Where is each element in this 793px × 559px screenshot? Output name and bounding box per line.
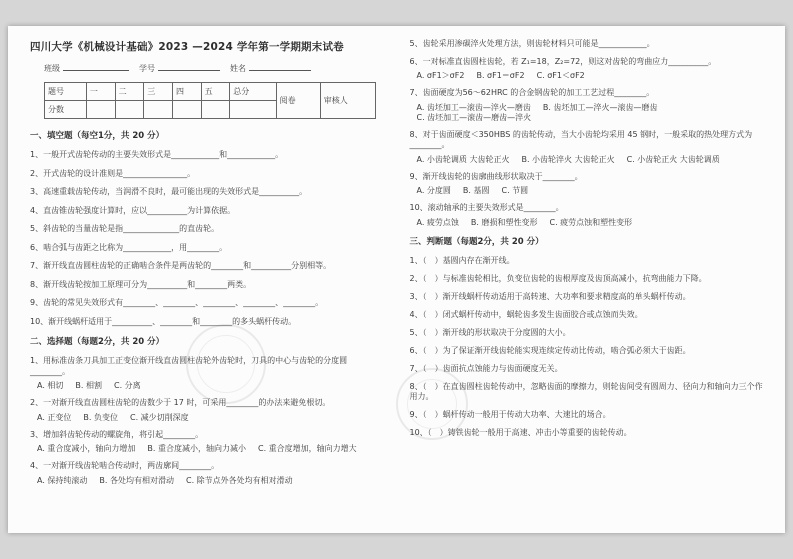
fill-question-4: 4、直齿锥齿轮强度计算时，应以__________为计算依据。	[30, 205, 236, 215]
left-column	[30, 39, 384, 523]
fill-section-heading: 一、填空题（每空1分，共 20 分）	[30, 131, 165, 141]
fill-question-1: 1、一般开式齿轮传动的主要失效形式是____________和____________。	[30, 150, 284, 159]
score-header-4: 四	[172, 83, 201, 101]
fill-question-7: 7、渐开线直齿圆柱齿轮的正确啮合条件是两齿轮的________和__________分别相等。	[30, 261, 332, 270]
student-id-blank	[158, 62, 220, 71]
judge-question-9: 9、（ ）蜗杆传动一般用于传动大功率、大速比的场合。	[409, 410, 611, 419]
score-cell	[144, 101, 173, 119]
fill-question-6: 6、啮合弧与齿距之比称为____________，用________。	[30, 242, 228, 252]
score-header-5: 五	[201, 83, 230, 101]
question-options	[410, 155, 764, 165]
judge-question-2: 2、（ ）与标准齿轮相比，负变位齿轮的齿根厚度及齿顶高减小，抗弯曲能力下降。	[409, 273, 707, 283]
score-cell	[230, 101, 276, 119]
exam-title: 四川大学《机械设计基础》2023 —2024 学年第一学期期末试卷	[30, 41, 344, 53]
option-b: B. 各处均有相对滑动	[99, 475, 174, 485]
option-c: C. 重合度增加，轴向力增大	[258, 444, 357, 453]
option-b: B. 磨损和塑性变形	[470, 217, 538, 227]
option-c: C. 减少切削深度	[130, 412, 189, 422]
option-a: A. 保持纯滚动	[37, 475, 88, 485]
judge-question-3: 3、（ ）渐开线蜗杆传动适用于高转速、大功率和要求精度高的单头蜗杆传动。	[409, 291, 691, 301]
option-b: B. 齿坯加工—淬火—滚齿—磨齿	[542, 102, 658, 112]
score-header-reviewer: 审核人	[320, 83, 375, 119]
option-a: A. 小齿轮调质 大齿轮正火	[416, 154, 510, 164]
choice-question-2	[30, 398, 384, 423]
question-options	[30, 476, 384, 486]
score-cell	[172, 101, 201, 119]
score-cell	[201, 101, 230, 119]
question-text: 10、滚动轴承的主要失效形式是________。	[409, 203, 564, 212]
student-id-label: 学号	[139, 64, 155, 73]
choice-question-3	[30, 430, 384, 455]
fill-question-3: 3、高速重载齿轮传动，当润滑不良时，最可能出现的失效形式是__________。	[30, 187, 308, 196]
choice-question-5	[410, 39, 764, 50]
option-b: B. 基圆	[462, 186, 490, 195]
right-column	[410, 39, 764, 523]
student-info-line	[44, 62, 384, 74]
question-text: 5、齿轮采用渗碳淬火处理方法，则齿轮材料只可能是____________。	[409, 39, 655, 48]
score-cell	[86, 101, 115, 119]
class-blank	[63, 62, 129, 71]
question-text: 3、增加斜齿轮传动的螺旋角，将引起________。	[30, 429, 204, 439]
question-text: 7、齿面硬度为56～62HRC 的合金钢齿轮的加工工艺过程________。	[409, 88, 655, 97]
question-options	[30, 413, 384, 423]
score-header-grader: 阅卷	[276, 83, 320, 119]
choice-question-7	[410, 88, 764, 123]
question-options	[410, 71, 764, 81]
option-a: A. 重合度减小，轴向力增加	[37, 444, 136, 453]
option-a: A. σF1＞σF2	[416, 71, 465, 80]
option-a: A. 齿坯加工—滚齿—淬火—磨齿	[416, 102, 531, 112]
choice-question-4	[30, 461, 384, 486]
name-label: 姓名	[230, 64, 246, 73]
option-b: B. 重合度减小，轴向力减小	[147, 444, 246, 453]
fill-question-9: 9、齿轮的常见失效形式有________、________、________、________、________。	[30, 298, 324, 307]
option-b: B. 小齿轮淬火 大齿轮正火	[521, 154, 615, 164]
option-a: A. 疲劳点蚀	[416, 217, 459, 227]
score-row-label: 分数	[45, 101, 87, 119]
question-text: 9、渐开线齿轮的齿廓曲线形状取决于________。	[409, 171, 583, 181]
choice-question-10	[410, 203, 764, 228]
judge-question-8: 8、（ ）在直齿圆柱齿轮传动中，忽略齿面的摩擦力，则轮齿间受有圆周力、径向力和轴向力三个作用力。	[409, 381, 763, 401]
judge-question-1: 1、（ ）基圆内存在渐开线。	[409, 255, 515, 265]
class-label: 班级	[44, 64, 60, 73]
choice-section-heading: 二、选择题（每题2分，共 20 分）	[30, 337, 165, 347]
fill-question-10: 10、渐开线蜗杆适用于__________、________和________的多头蜗杆传动。	[30, 316, 297, 326]
option-b: B. 负变位	[83, 412, 118, 422]
score-header-number: 题号	[45, 83, 87, 101]
score-header-2: 二	[115, 83, 144, 101]
name-blank	[249, 62, 311, 71]
question-text: 2、一对渐开线直齿圆柱齿轮的齿数少于 17 时，可采用________的办法来避免根切。	[30, 398, 331, 407]
score-table-header-row	[45, 83, 376, 101]
choice-question-1	[30, 356, 384, 391]
question-options	[410, 218, 764, 228]
question-text: 4、一对渐开线齿轮啮合传动时，两齿廓间________。	[30, 461, 220, 470]
option-c: C. 除节点外各处均有相对滑动	[186, 475, 293, 485]
option-c: C. 分离	[114, 381, 141, 390]
judge-question-6: 6、（ ）为了保证渐开线齿轮能实现连续定传动比传动，啮合弧必须大于齿距。	[409, 345, 691, 355]
score-header-1: 一	[86, 83, 115, 101]
option-a: A. 分度圆	[416, 186, 451, 195]
score-table	[44, 82, 376, 119]
choice-question-8	[410, 130, 764, 165]
option-c: C. 节圆	[501, 186, 529, 195]
exam-paper	[8, 26, 785, 533]
option-a: A. 相切	[37, 381, 64, 390]
option-c: C. 疲劳点蚀和塑性变形	[549, 217, 633, 227]
option-b: B. 相割	[75, 381, 102, 390]
score-header-3: 三	[144, 83, 173, 101]
choice-question-9	[410, 172, 764, 197]
choice-question-6	[410, 57, 764, 82]
fill-question-5: 5、斜齿轮的当量齿轮是指______________的直齿轮。	[30, 224, 220, 233]
question-options	[30, 381, 384, 391]
option-b: B. σF1＝σF2	[476, 71, 525, 80]
fill-question-2: 2、开式齿轮的设计准则是________________。	[30, 168, 196, 178]
fill-question-8: 8、渐开线齿轮按加工原理可分为__________和________两类。	[30, 279, 252, 289]
judge-question-5: 5、（ ）渐开线的形状取决于分度圆的大小。	[409, 327, 571, 337]
score-cell	[115, 101, 144, 119]
option-c: C. 小齿轮正火 大齿轮调质	[626, 154, 720, 164]
question-options	[30, 444, 384, 454]
question-text: 8、对于齿面硬度＜350HBS 的齿轮传动，当大小齿轮均采用 45 钢时，一般采取的热处理方式为________。	[409, 129, 753, 149]
judge-section-heading: 三、判断题（每题2分，共 20 分）	[409, 236, 544, 247]
judge-question-10: 10、（ ）铸铁齿轮一般用于高速、冲击小等重要的齿轮传动。	[409, 428, 632, 437]
option-a: A. 正变位	[37, 412, 72, 422]
judge-question-4: 4、（ ）闭式蜗杆传动中，蜗轮齿多发生齿面胶合或点蚀而失效。	[409, 309, 643, 319]
question-text: 1、用标准齿条刀具加工正变位渐开线直齿圆柱齿轮外齿轮时，刀具的中心与齿轮的分度圆________。	[30, 356, 348, 376]
judge-question-7: 7、（ ）齿面抗点蚀能力与齿面硬度无关。	[409, 363, 563, 373]
score-header-total: 总分	[230, 83, 276, 101]
question-options	[410, 103, 764, 123]
option-c: C. σF1＜σF2	[536, 71, 585, 80]
question-options	[410, 186, 764, 196]
question-text: 6、一对标准直齿圆柱齿轮，若 Z₁=18，Z₂=72，则这对齿轮的弯曲应力__________。	[409, 56, 717, 66]
option-c: C. 齿坯加工—滚齿—磨齿—淬火	[416, 112, 532, 122]
